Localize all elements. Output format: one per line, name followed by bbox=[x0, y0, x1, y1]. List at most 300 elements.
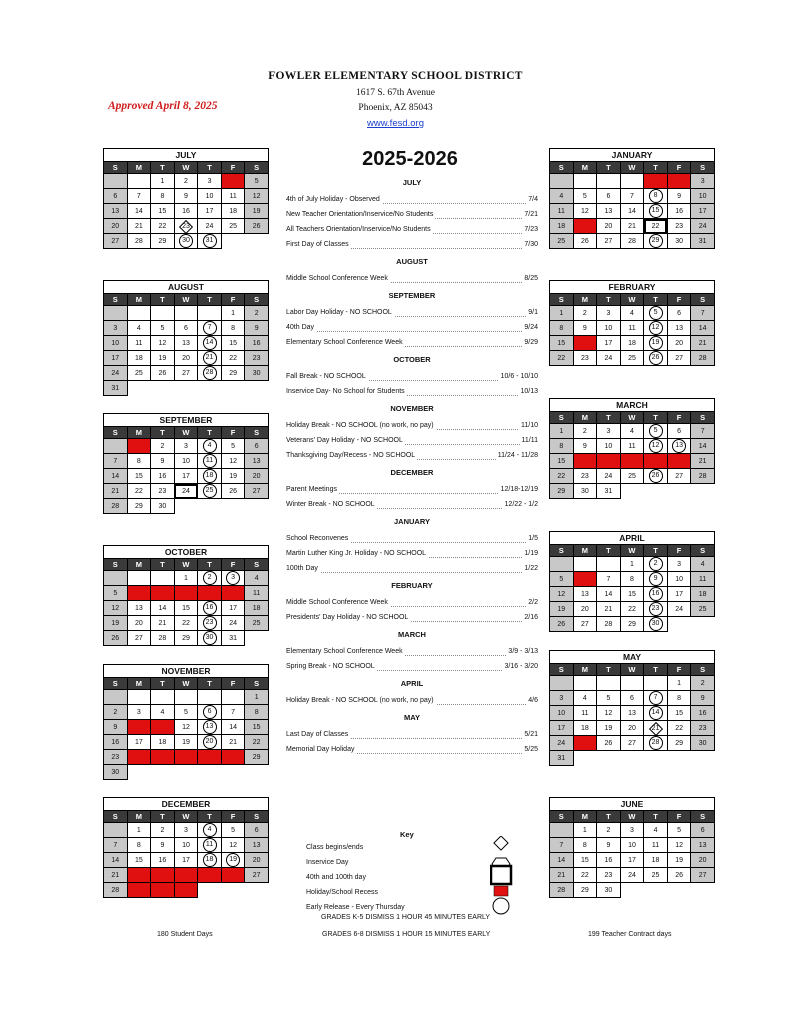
calendar-day: 6 bbox=[573, 572, 597, 587]
calendar-day: 10 bbox=[174, 838, 198, 853]
weekday-header: S bbox=[550, 811, 574, 823]
weekday-header: T bbox=[198, 294, 222, 306]
calendar-day: 27 bbox=[104, 234, 128, 249]
calendar-day: 24 bbox=[550, 736, 574, 751]
weekday-header: F bbox=[221, 811, 245, 823]
event-row bbox=[286, 337, 538, 349]
events-month-heading: NOVEMBER bbox=[390, 404, 434, 413]
calendar-empty-cell bbox=[151, 571, 175, 586]
calendar-day: 10 bbox=[597, 439, 621, 454]
calendar-day: 18 bbox=[127, 351, 151, 366]
weekday-header: T bbox=[597, 412, 621, 424]
calendar-day: 7 bbox=[104, 454, 128, 469]
calendar-day: 25 bbox=[221, 219, 245, 234]
calendar-day: 28 bbox=[550, 883, 574, 898]
calendar-empty-cell bbox=[174, 306, 198, 321]
may-month-title: MAY bbox=[549, 650, 715, 663]
calendar-day: 14 bbox=[691, 439, 715, 454]
calendar-day: 29 bbox=[573, 883, 597, 898]
calendar-day: 18 bbox=[550, 219, 574, 234]
event-date: 9/24 bbox=[522, 322, 538, 334]
weekday-header: W bbox=[174, 678, 198, 690]
calendar-day: 14 bbox=[620, 204, 644, 219]
calendar-day: 27 bbox=[198, 750, 222, 765]
october-month-title: OCTOBER bbox=[103, 545, 269, 558]
calendar-day: 4 bbox=[245, 571, 269, 586]
calendar-blank bbox=[667, 751, 691, 766]
calendar-day: 25 bbox=[198, 868, 222, 883]
calendar-day: 4 bbox=[151, 705, 175, 720]
calendar-empty-cell bbox=[573, 676, 597, 691]
calendar-day: 21 bbox=[221, 735, 245, 750]
calendar-day: 21 bbox=[644, 721, 668, 736]
calendar-day: 23 bbox=[644, 602, 668, 617]
calendar-empty-cell bbox=[127, 690, 151, 705]
calendar-day: 23 bbox=[597, 868, 621, 883]
calendar-day: 27 bbox=[174, 366, 198, 381]
event-date: 10/6 - 10/10 bbox=[499, 371, 538, 383]
calendar-day: 11 bbox=[198, 454, 222, 469]
calendar-day: 19 bbox=[597, 721, 621, 736]
weekday-header: T bbox=[597, 811, 621, 823]
calendar-day: 19 bbox=[151, 351, 175, 366]
calendar-day: 1 bbox=[550, 306, 574, 321]
calendar-day: 17 bbox=[667, 587, 691, 602]
district-name: FOWLER ELEMENTARY SCHOOL DISTRICT bbox=[268, 70, 523, 82]
calendar-day: 11 bbox=[691, 572, 715, 587]
key-early-release: Early Release - Every Thursday bbox=[306, 904, 405, 911]
calendar-empty-cell bbox=[597, 676, 621, 691]
event-name: Last Day of Classes bbox=[286, 729, 350, 741]
calendar-day: 2 bbox=[597, 823, 621, 838]
calendar-day: 8 bbox=[644, 189, 668, 204]
calendar-day: 15 bbox=[127, 853, 151, 868]
calendar-day: 8 bbox=[127, 838, 151, 853]
calendar-day: 9 bbox=[573, 439, 597, 454]
calendar-empty-cell bbox=[550, 823, 574, 838]
events-month-heading: FEBRUARY bbox=[391, 581, 433, 590]
event-date: 3/16 - 3/20 bbox=[503, 661, 538, 673]
event-date: 2/2 bbox=[526, 597, 538, 609]
calendar-blank bbox=[245, 234, 269, 249]
weekday-header: S bbox=[245, 559, 269, 571]
calendar-day: 13 bbox=[198, 720, 222, 735]
calendar-day: 3 bbox=[174, 823, 198, 838]
calendar-day: 17 bbox=[597, 454, 621, 469]
calendar-day: 28 bbox=[597, 617, 621, 632]
calendar-day: 26 bbox=[644, 469, 668, 484]
weekday-header: T bbox=[597, 545, 621, 557]
calendar-day: 22 bbox=[245, 735, 269, 750]
calendar-day: 11 bbox=[620, 321, 644, 336]
calendar-day: 27 bbox=[127, 631, 151, 646]
calendar-day: 29 bbox=[151, 234, 175, 249]
calendar-blank bbox=[644, 883, 668, 898]
weekday-header: F bbox=[667, 664, 691, 676]
event-name: Presidents' Day Holiday - NO SCHOOL bbox=[286, 612, 410, 624]
calendar-day: 15 bbox=[667, 706, 691, 721]
calendar-day: 14 bbox=[597, 587, 621, 602]
weekday-header: T bbox=[151, 294, 175, 306]
weekday-header: S bbox=[104, 294, 128, 306]
calendar-day: 11 bbox=[198, 838, 222, 853]
event-row bbox=[286, 386, 538, 398]
calendar-day: 30 bbox=[151, 499, 175, 514]
calendar-day: 20 bbox=[691, 853, 715, 868]
calendar-day: 22 bbox=[644, 219, 668, 234]
calendar-day: 11 bbox=[644, 838, 668, 853]
calendar-day: 22 bbox=[127, 484, 151, 499]
calendar-day: 14 bbox=[644, 706, 668, 721]
weekday-header: M bbox=[127, 678, 151, 690]
calendar-day: 2 bbox=[174, 174, 198, 189]
calendar-day: 9 bbox=[245, 321, 269, 336]
calendar-day: 23 bbox=[573, 351, 597, 366]
calendar-day: 8 bbox=[174, 586, 198, 601]
calendar-day: 26 bbox=[104, 631, 128, 646]
calendar-day: 14 bbox=[127, 204, 151, 219]
weekday-header: T bbox=[644, 811, 668, 823]
calendar-day: 21 bbox=[127, 219, 151, 234]
weekday-header: S bbox=[245, 678, 269, 690]
calendar-day: 25 bbox=[245, 616, 269, 631]
weekday-header: M bbox=[573, 545, 597, 557]
calendar-day: 8 bbox=[550, 321, 574, 336]
calendar-empty-cell bbox=[620, 174, 644, 189]
calendar-day: 20 bbox=[667, 454, 691, 469]
calendar-day: 19 bbox=[573, 219, 597, 234]
event-row bbox=[286, 435, 538, 447]
event-date: 12/22 - 1/2 bbox=[503, 499, 538, 511]
event-row bbox=[286, 744, 538, 756]
december-month-title: DECEMBER bbox=[103, 797, 269, 810]
calendar-day: 14 bbox=[221, 720, 245, 735]
calendar-day: 23 bbox=[151, 484, 175, 499]
calendar-day: 8 bbox=[667, 691, 691, 706]
weekday-header: T bbox=[198, 427, 222, 439]
calendar-day: 4 bbox=[198, 823, 222, 838]
calendar-day: 21 bbox=[104, 484, 128, 499]
events-month-heading: MAY bbox=[404, 713, 420, 722]
calendar-blank bbox=[691, 751, 715, 766]
event-date: 7/23 bbox=[522, 224, 538, 236]
calendar-day: 30 bbox=[667, 234, 691, 249]
school-year-title: 2025-2026 bbox=[362, 148, 458, 170]
calendar-january bbox=[549, 148, 715, 249]
calendar-day: 20 bbox=[667, 336, 691, 351]
calendar-day: 14 bbox=[104, 853, 128, 868]
weekday-header: F bbox=[667, 412, 691, 424]
calendar-day: 14 bbox=[104, 469, 128, 484]
calendar-day: 24 bbox=[198, 219, 222, 234]
weekday-header: M bbox=[573, 162, 597, 174]
calendar-blank bbox=[221, 499, 245, 514]
weekday-header: T bbox=[198, 162, 222, 174]
calendar-day: 29 bbox=[221, 366, 245, 381]
calendar-blank bbox=[127, 765, 151, 780]
calendar-day: 23 bbox=[104, 750, 128, 765]
calendar-day: 7 bbox=[644, 691, 668, 706]
calendar-day: 29 bbox=[127, 499, 151, 514]
calendar-day: 15 bbox=[174, 601, 198, 616]
event-date: 5/21 bbox=[522, 729, 538, 741]
calendar-empty-cell bbox=[550, 174, 574, 189]
calendar-day: 19 bbox=[667, 853, 691, 868]
calendar-day: 30 bbox=[104, 765, 128, 780]
calendar-empty-cell bbox=[573, 174, 597, 189]
calendar-day: 27 bbox=[667, 351, 691, 366]
calendar-day: 9 bbox=[691, 691, 715, 706]
calendar-day: 8 bbox=[573, 838, 597, 853]
calendar-day: 7 bbox=[620, 189, 644, 204]
event-name: Memorial Day Holiday bbox=[286, 744, 356, 756]
calendar-empty-cell bbox=[644, 676, 668, 691]
calendar-day: 26 bbox=[550, 617, 574, 632]
calendar-day: 28 bbox=[127, 234, 151, 249]
calendar-day: 10 bbox=[174, 454, 198, 469]
calendar-day: 12 bbox=[644, 439, 668, 454]
calendar-day: 12 bbox=[174, 720, 198, 735]
calendar-day: 24 bbox=[174, 868, 198, 883]
weekday-header: W bbox=[620, 162, 644, 174]
calendar-day: 1 bbox=[667, 676, 691, 691]
calendar-day: 5 bbox=[550, 572, 574, 587]
calendar-day: 20 bbox=[198, 735, 222, 750]
calendar-day: 28 bbox=[691, 351, 715, 366]
event-date: 1/22 bbox=[522, 563, 538, 575]
weekday-header: F bbox=[667, 545, 691, 557]
calendar-day: 20 bbox=[245, 853, 269, 868]
event-date: 9/29 bbox=[522, 337, 538, 349]
calendar-day: 25 bbox=[644, 868, 668, 883]
weekday-header: F bbox=[221, 559, 245, 571]
calendar-day: 1 bbox=[245, 690, 269, 705]
calendar-empty-cell bbox=[597, 557, 621, 572]
event-row bbox=[286, 450, 538, 462]
calendar-day: 8 bbox=[221, 321, 245, 336]
calendar-march bbox=[549, 398, 715, 499]
calendar-day: 27 bbox=[620, 736, 644, 751]
calendar-blank bbox=[221, 883, 245, 898]
weekday-header: S bbox=[550, 294, 574, 306]
calendar-day: 3 bbox=[104, 321, 128, 336]
calendar-day: 29 bbox=[245, 750, 269, 765]
calendar-day: 4 bbox=[573, 691, 597, 706]
calendar-day: 28 bbox=[221, 750, 245, 765]
weekday-header: T bbox=[198, 678, 222, 690]
calendar-day: 20 bbox=[104, 219, 128, 234]
event-row bbox=[286, 371, 538, 383]
calendar-day: 18 bbox=[573, 721, 597, 736]
calendar-empty-cell bbox=[127, 306, 151, 321]
calendar-day: 5 bbox=[573, 189, 597, 204]
calendar-day: 11 bbox=[245, 586, 269, 601]
calendar-day: 27 bbox=[245, 868, 269, 883]
calendar-day: 4 bbox=[550, 189, 574, 204]
calendar-day: 9 bbox=[573, 321, 597, 336]
calendar-empty-cell bbox=[597, 174, 621, 189]
calendar-day: 13 bbox=[597, 204, 621, 219]
event-date: 2/16 bbox=[522, 612, 538, 624]
calendar-day: 3 bbox=[597, 424, 621, 439]
weekday-header: W bbox=[174, 162, 198, 174]
calendar-day: 7 bbox=[691, 306, 715, 321]
calendar-day: 25 bbox=[691, 602, 715, 617]
calendar-day: 3 bbox=[127, 705, 151, 720]
weekday-header: T bbox=[644, 294, 668, 306]
calendar-empty-cell bbox=[104, 823, 128, 838]
calendar-day: 31 bbox=[691, 234, 715, 249]
weekday-header: W bbox=[174, 559, 198, 571]
calendar-blank bbox=[198, 381, 222, 396]
event-row bbox=[286, 499, 538, 511]
calendar-day: 8 bbox=[620, 572, 644, 587]
calendar-empty-cell bbox=[104, 439, 128, 454]
calendar-day: 25 bbox=[127, 366, 151, 381]
calendar-day: 18 bbox=[198, 469, 222, 484]
calendar-blank bbox=[245, 883, 269, 898]
weekday-header: W bbox=[620, 294, 644, 306]
calendar-blank bbox=[127, 381, 151, 396]
weekday-header: S bbox=[245, 811, 269, 823]
calendar-day: 16 bbox=[151, 853, 175, 868]
weekday-header: F bbox=[221, 162, 245, 174]
calendar-day: 25 bbox=[573, 736, 597, 751]
calendar-day: 12 bbox=[104, 601, 128, 616]
weekday-header: S bbox=[550, 162, 574, 174]
calendar-day: 19 bbox=[221, 853, 245, 868]
calendar-day: 3 bbox=[221, 571, 245, 586]
weekday-header: S bbox=[691, 294, 715, 306]
event-row bbox=[286, 548, 538, 560]
calendar-day: 9 bbox=[104, 720, 128, 735]
events-month-heading: DECEMBER bbox=[390, 468, 434, 477]
weekday-header: F bbox=[221, 427, 245, 439]
calendar-day: 27 bbox=[667, 469, 691, 484]
calendar-day: 15 bbox=[550, 454, 574, 469]
calendar-day: 26 bbox=[221, 868, 245, 883]
calendar-day: 19 bbox=[174, 735, 198, 750]
calendar-day: 1 bbox=[221, 306, 245, 321]
calendar-day: 7 bbox=[104, 838, 128, 853]
calendar-day: 7 bbox=[127, 189, 151, 204]
weekday-header: S bbox=[104, 811, 128, 823]
calendar-day: 24 bbox=[104, 366, 128, 381]
calendar-day: 10 bbox=[550, 706, 574, 721]
weekday-header: W bbox=[620, 412, 644, 424]
weekday-header: S bbox=[104, 559, 128, 571]
calendar-blank bbox=[198, 499, 222, 514]
calendar-day: 25 bbox=[151, 750, 175, 765]
calendar-day: 6 bbox=[245, 823, 269, 838]
calendar-day: 25 bbox=[550, 234, 574, 249]
weekday-header: T bbox=[644, 545, 668, 557]
calendar-day: 21 bbox=[550, 868, 574, 883]
calendar-day: 2 bbox=[573, 424, 597, 439]
calendar-day: 30 bbox=[691, 736, 715, 751]
calendar-day: 30 bbox=[174, 234, 198, 249]
weekday-header: M bbox=[127, 559, 151, 571]
march-month-title: MARCH bbox=[549, 398, 715, 411]
event-row bbox=[286, 322, 538, 334]
event-row bbox=[286, 646, 538, 658]
website-link[interactable]: www.fesd.org bbox=[366, 118, 425, 129]
calendar-day: 3 bbox=[550, 691, 574, 706]
weekday-header: T bbox=[151, 678, 175, 690]
diamond-icon bbox=[494, 836, 508, 850]
circle-icon bbox=[493, 898, 509, 914]
calendar-day: 27 bbox=[245, 484, 269, 499]
calendar-day: 31 bbox=[104, 381, 128, 396]
calendar-day: 11 bbox=[221, 189, 245, 204]
weekday-header: M bbox=[127, 427, 151, 439]
event-name: New Teacher Orientation/Inservice/No Students bbox=[286, 209, 435, 221]
key-40th-100th: 40th and 100th day bbox=[306, 874, 366, 881]
calendar-day: 10 bbox=[198, 189, 222, 204]
calendar-day: 4 bbox=[620, 306, 644, 321]
calendar-december bbox=[103, 797, 269, 898]
calendar-day: 4 bbox=[691, 557, 715, 572]
events-month-heading: JANUARY bbox=[394, 517, 430, 526]
calendar-empty-cell bbox=[620, 676, 644, 691]
event-row bbox=[286, 729, 538, 741]
calendar-day: 20 bbox=[620, 721, 644, 736]
key-symbols bbox=[490, 836, 514, 916]
weekday-header: T bbox=[644, 162, 668, 174]
events-month-heading: APRIL bbox=[400, 679, 424, 688]
calendar-blank bbox=[221, 234, 245, 249]
calendar-day: 21 bbox=[104, 868, 128, 883]
event-name: Veterans' Day Holiday - NO SCHOOL bbox=[286, 435, 405, 447]
event-date: 11/10 bbox=[519, 420, 538, 432]
calendar-day: 27 bbox=[691, 868, 715, 883]
calendar-day: 15 bbox=[620, 587, 644, 602]
calendar-day: 22 bbox=[151, 219, 175, 234]
calendar-day: 20 bbox=[597, 219, 621, 234]
calendar-october bbox=[103, 545, 269, 646]
calendar-day: 13 bbox=[667, 321, 691, 336]
calendar-day: 15 bbox=[245, 720, 269, 735]
calendar-day: 7 bbox=[691, 424, 715, 439]
calendar-day: 23 bbox=[667, 219, 691, 234]
weekday-header: F bbox=[667, 162, 691, 174]
event-name: Martin Luther King Jr. Holiday - NO SCHOOL bbox=[286, 548, 428, 560]
calendar-april bbox=[549, 531, 715, 632]
calendar-day: 1 bbox=[127, 823, 151, 838]
calendar-day: 13 bbox=[620, 706, 644, 721]
calendar-day: 30 bbox=[198, 631, 222, 646]
calendar-may bbox=[549, 650, 715, 766]
calendar-day: 22 bbox=[573, 868, 597, 883]
weekday-header: W bbox=[620, 811, 644, 823]
event-row bbox=[286, 209, 538, 221]
calendar-day: 23 bbox=[573, 469, 597, 484]
calendar-day: 29 bbox=[644, 234, 668, 249]
calendar-day: 17 bbox=[127, 735, 151, 750]
weekday-header: F bbox=[221, 294, 245, 306]
event-date: 12/18-12/19 bbox=[499, 484, 538, 496]
calendar-day: 10 bbox=[597, 321, 621, 336]
calendar-day: 30 bbox=[245, 366, 269, 381]
weekday-header: T bbox=[151, 559, 175, 571]
calendar-day: 24 bbox=[620, 868, 644, 883]
calendar-day: 28 bbox=[644, 736, 668, 751]
weekday-header: M bbox=[573, 811, 597, 823]
calendar-blank bbox=[644, 484, 668, 499]
weekday-header: S bbox=[691, 545, 715, 557]
event-date: 1/19 bbox=[522, 548, 538, 560]
calendar-day: 17 bbox=[174, 469, 198, 484]
